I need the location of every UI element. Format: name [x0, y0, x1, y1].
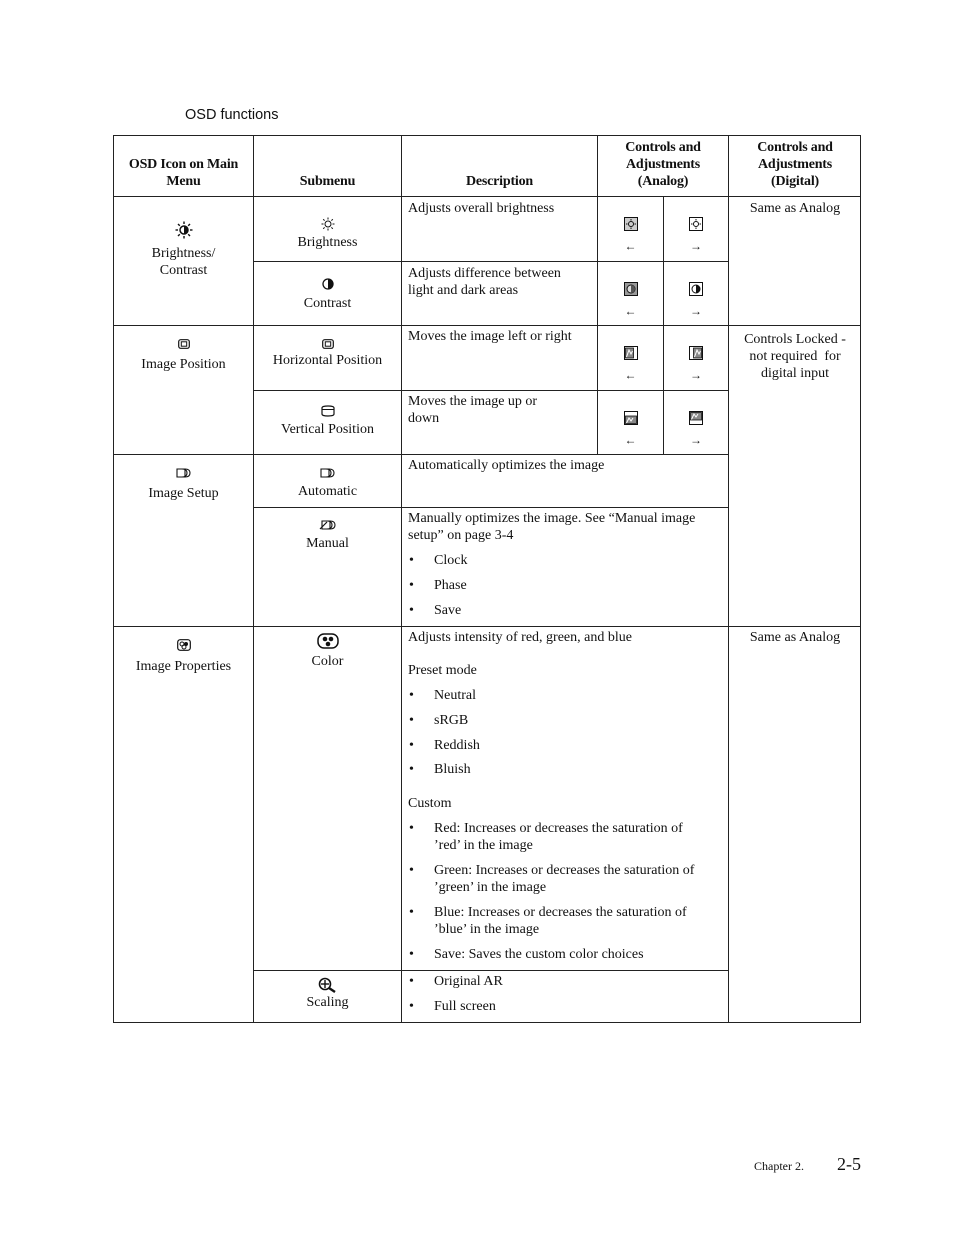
left-arrow: ←: [624, 239, 637, 253]
list-item: • Reddish: [408, 737, 722, 754]
auto-setup-icon: [176, 467, 192, 479]
image-left-icon: [624, 346, 638, 360]
submenu-vertical-position: [253, 390, 401, 454]
description-automatic: Automatically optimizes the image: [401, 454, 728, 507]
group-label: Image Setup: [148, 486, 219, 501]
list-item: • Bluish: [408, 761, 722, 778]
automatic-icon: [320, 467, 336, 479]
submenu-contrast: [253, 261, 401, 325]
group-label-line2: Contrast: [159, 263, 208, 278]
left-arrow: ←: [624, 368, 637, 382]
group-label: Image Position: [141, 357, 226, 372]
submenu-label: Brightness: [297, 235, 358, 250]
list-item: • Save: Saves the custom color choices: [408, 946, 722, 963]
brightness-icon: [321, 217, 335, 231]
list-item: • Full screen: [408, 998, 722, 1015]
osd-functions-table: [113, 135, 861, 1023]
description-horizontal-position: Moves the image left or right: [401, 325, 597, 390]
right-arrow: →: [690, 368, 702, 382]
digital-image-position-setup: Controls Locked - not required for digital input: [728, 325, 861, 626]
submenu-label: Scaling: [306, 995, 349, 1010]
header-submenu: Submenu: [253, 135, 401, 196]
section-title: OSD functions: [185, 107, 279, 123]
group-label: Image Properties: [135, 659, 232, 674]
left-arrow: ←: [624, 304, 637, 318]
preset-mode-label: Preset mode: [408, 663, 477, 678]
brightness-high-icon: [689, 217, 703, 231]
image-right-icon: [689, 346, 703, 360]
list-item: • Neutral: [408, 687, 722, 704]
list-item: • Phase: [408, 577, 722, 594]
left-arrow: ←: [624, 433, 637, 447]
header-analog: Controls and Adjustments (Analog): [597, 135, 728, 196]
group-image-properties: [113, 626, 253, 1023]
right-arrow: →: [690, 239, 702, 253]
analog-vpos-up[interactable]: [663, 390, 728, 454]
group-image-position: [113, 325, 253, 454]
analog-contrast-increase[interactable]: [663, 261, 728, 325]
submenu-manual: [253, 507, 401, 626]
color-icon: [317, 633, 339, 649]
list-item: • Original AR: [408, 973, 722, 990]
custom-label: Custom: [408, 796, 452, 811]
position-icon: [178, 339, 190, 349]
submenu-label: Automatic: [297, 484, 358, 499]
submenu-label: Manual: [306, 536, 349, 551]
submenu-scaling: [253, 970, 401, 1023]
contrast-high-icon: [689, 282, 703, 296]
palette-icon: [177, 639, 191, 651]
brightness-low-icon: [624, 217, 638, 231]
horizontal-position-icon: [322, 339, 334, 349]
digital-brightness-contrast: Same as Analog: [728, 196, 861, 325]
image-up-icon: [689, 411, 703, 425]
right-arrow: →: [690, 433, 702, 447]
sun-icon: [175, 221, 193, 239]
analog-brightness-decrease[interactable]: [597, 196, 663, 261]
list-item: • Save: [408, 602, 722, 619]
list-item: • Clock: [408, 552, 722, 569]
page-number: 2-5: [837, 1154, 861, 1174]
vertical-position-icon: [321, 405, 335, 417]
submenu-label: Color: [311, 654, 344, 669]
description-color: Adjusts intensity of red, green, and blue Preset mode • Neutral • sRGB • Reddish • Bluish Custom • Red: Increases or decreases the saturation of ’red’ in the image • Green: Increases or decreases the saturation of ’green’ in the image • Blue: Increases or decreases the saturation of ’blue’ in the image • Save: Saves the custom color choices: [401, 626, 728, 970]
footer-chapter: Chapter 2.: [754, 1159, 804, 1173]
submenu-automatic: [253, 454, 401, 507]
analog-contrast-decrease[interactable]: [597, 261, 663, 325]
description-manual: Manually optimizes the image. See “Manual image setup” on page 3-4 • Clock • Phase • Save: [401, 507, 728, 626]
analog-hpos-left[interactable]: [597, 325, 663, 390]
contrast-low-icon: [624, 282, 638, 296]
submenu-label: Horizontal Position: [272, 353, 383, 368]
manual-setup-icon: [319, 519, 337, 531]
list-item: • Red: Increases or decreases the saturation of ’red’ in the image: [408, 820, 722, 854]
description-vertical-position: Moves the image up or down: [401, 390, 597, 454]
submenu-horizontal-position: [253, 325, 401, 390]
submenu-label: Contrast: [303, 296, 352, 311]
submenu-label: Vertical Position: [281, 422, 374, 437]
header-digital: Controls and Adjustments (Digital): [728, 135, 861, 196]
contrast-icon: [322, 278, 334, 290]
submenu-color: [253, 626, 401, 970]
analog-vpos-down[interactable]: [597, 390, 663, 454]
list-item: • Green: Increases or decreases the saturation of ’green’ in the image: [408, 862, 722, 896]
right-arrow: →: [690, 304, 702, 318]
submenu-brightness: [253, 196, 401, 261]
image-down-icon: [624, 411, 638, 425]
list-item: • Blue: Increases or decreases the saturation of ’blue’ in the image: [408, 904, 722, 938]
description-scaling: [401, 970, 728, 1023]
header-icon: OSD Icon on Main Menu: [113, 135, 253, 196]
analog-hpos-right[interactable]: [663, 325, 728, 390]
group-brightness-contrast: [113, 196, 253, 325]
description-contrast: Adjusts difference between light and dark areas: [401, 261, 597, 325]
digital-image-properties: Same as Analog: [728, 626, 861, 1023]
header-description: Description: [401, 135, 597, 196]
list-item: • sRGB: [408, 712, 722, 729]
group-label-line1: Brightness/: [151, 246, 216, 261]
group-image-setup: [113, 454, 253, 626]
analog-brightness-increase[interactable]: [663, 196, 728, 261]
magnifier-icon: [317, 977, 339, 993]
description-brightness: Adjusts overall brightness: [401, 196, 597, 261]
